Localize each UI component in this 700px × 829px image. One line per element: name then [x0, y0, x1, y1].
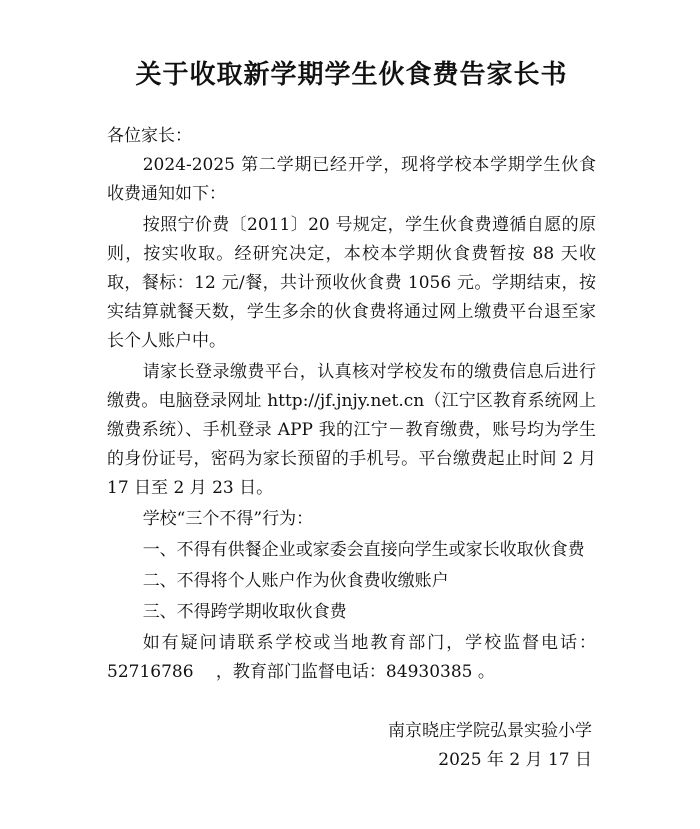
- paragraph-contact: 如有疑问请联系学校或当地教育部门，学校监督电话：52716786 ，教育部门监督电话：84930385 。: [107, 633, 596, 682]
- signature-block: [107, 717, 596, 775]
- paragraph-prohibitions-heading: 学校“三个不得”行为：: [142, 509, 314, 529]
- greeting: 各位家长：: [107, 126, 192, 146]
- paragraph-intro: 2024-2025 第二学期已经开学，现将学校本学期学生伙食收费通知如下：: [107, 155, 596, 204]
- paragraph-fee-rules: 按照宁价费〔2011〕20 号规定，学生伙食费遵循自愿的原则，按实收取。经研究决定，本校本学期伙食费暂按 88 天收取，餐标：12 元/餐，共计预收伙食费 1056 元。学期结束，按实结算就餐天数，学生多余的伙食费将通过网上缴费平台退至家长个人账户中。: [107, 215, 596, 351]
- prohibition-item-1: 一、不得有供餐企业或家委会直接向学生或家长收取伙食费: [142, 540, 585, 560]
- prohibition-item-3: 三、不得跨学期收取伙食费: [142, 602, 347, 622]
- prohibition-item-2: 二、不得将个人账户作为伙食费收缴账户: [142, 571, 449, 591]
- signature-org: 南京晓庄学院弘景实验小学: [388, 721, 592, 741]
- paragraph-payment-instructions: 请家长登录缴费平台，认真核对学校发布的缴费信息后进行缴费。电脑登录网址 http://jf.jnjy.net.cn（江宁区教育系统网上缴费系统）、手机登录 APP 我的江宁－教育缴费，账号均为学生的身份证号，密码为家长预留的手机号。平台缴费起止时间 2 月 17 日至 2 月 23 日。: [107, 362, 602, 498]
- signature-date: 2025 年 2 月 17 日: [438, 750, 592, 770]
- document-title: 关于收取新学期学生伙食费告家长书: [135, 60, 568, 90]
